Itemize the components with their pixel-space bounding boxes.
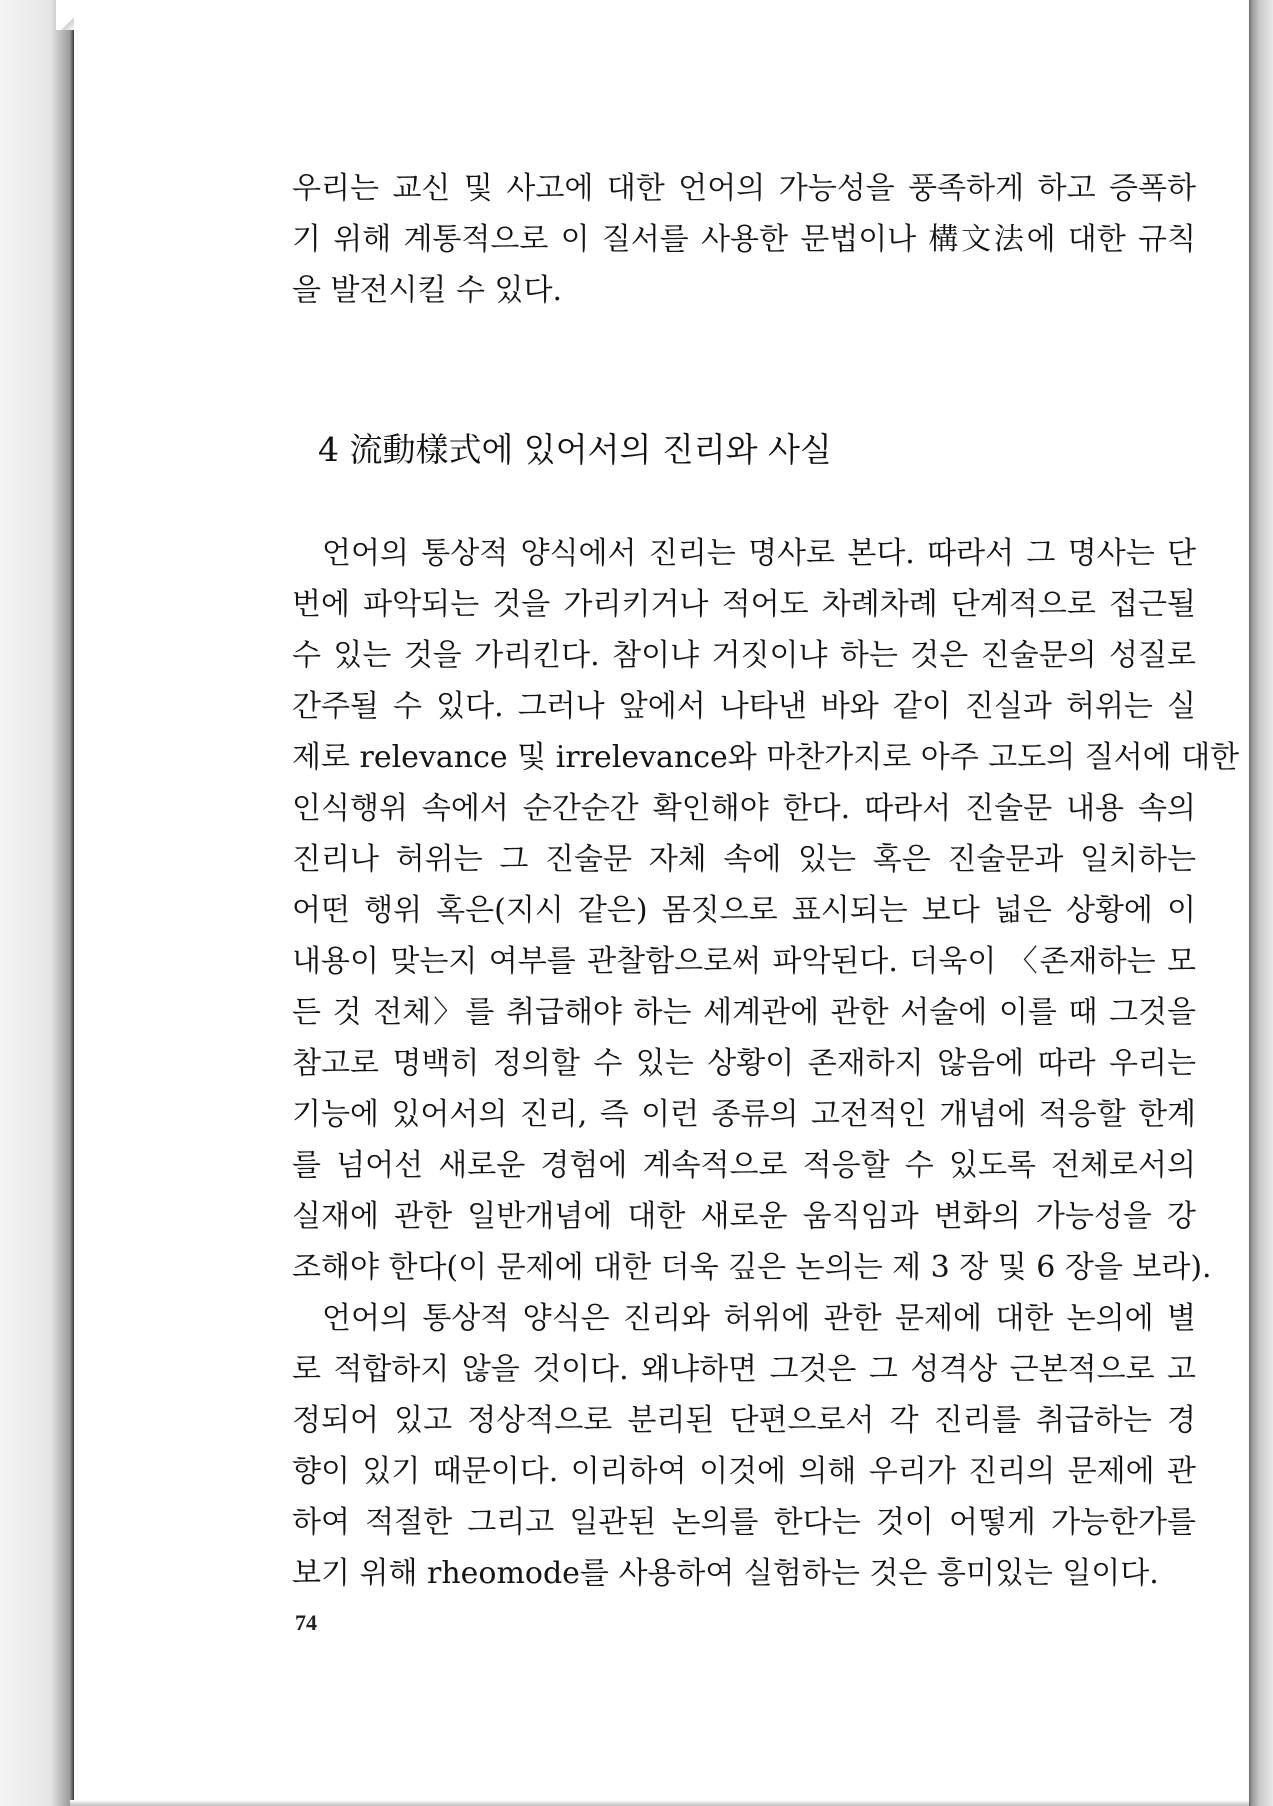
book-binding-shadow (0, 0, 74, 1806)
text-line: 인식행위 속에서 순간순간 확인해야 한다. 따라서 진술문 내용 속의 (292, 791, 1196, 826)
text-line: 제로 relevance 및 irrelevance와 마찬가지로 아주 고도의 질서에 대한 (292, 740, 1240, 775)
text-line: 우리는 교신 및 사고에 대한 언어의 가능성을 풍족하게 하고 증폭하 (292, 171, 1196, 206)
text-line: 정되어 있고 정상적으로 분리된 단편으로서 각 진리를 취급하는 경 (292, 1403, 1196, 1438)
text-line: 내용이 맞는지 여부를 관찰함으로써 파악된다. 더욱이 〈존재하는 모 (292, 944, 1196, 979)
paragraph-one (292, 528, 1240, 1293)
text-line: 든 것 전체〉를 취급해야 하는 세계관에 관한 서술에 이를 때 그것을 (292, 995, 1196, 1030)
text-line: 기능에 있어서의 진리, 즉 이런 종류의 고전적인 개념에 적응할 한계 (292, 1097, 1196, 1132)
text-line: 조해야 한다(이 문제에 대한 더욱 깊은 논의는 제 3 장 및 6 장을 보라). (292, 1250, 1212, 1285)
page-number: 74 (295, 1610, 317, 1635)
text-line: 번에 파악되는 것을 가리키거나 적어도 차례차례 단계적으로 접근될 (292, 587, 1196, 622)
page-edge-shadow (1249, 0, 1273, 1806)
section-heading: 4 流動樣式에 있어서의 진리와 사실 (318, 430, 832, 469)
text-line: 수 있는 것을 가리킨다. 참이냐 거짓이냐 하는 것은 진술문의 성질로 (292, 638, 1196, 673)
text-line: 언어의 통상적 양식은 진리와 허위에 관한 문제에 대한 논의에 별 (322, 1301, 1196, 1336)
text-line: 보기 위해 rheomode를 사용하여 실험하는 것은 흥미있는 일이다. (292, 1556, 1159, 1591)
text-line: 언어의 통상적 양식에서 진리는 명사로 본다. 따라서 그 명사는 단 (322, 536, 1196, 571)
text-line: 참고로 명백히 정의할 수 있는 상황이 존재하지 않음에 따라 우리는 (292, 1046, 1196, 1081)
text-line: 하여 적절한 그리고 일관된 논의를 한다는 것이 어떻게 가능한가를 (292, 1505, 1196, 1540)
text-line: 간주될 수 있다. 그러나 앞에서 나타낸 바와 같이 진실과 허위는 실 (292, 689, 1196, 724)
intro-paragraph (292, 163, 1196, 316)
paragraph-two (292, 1293, 1196, 1599)
text-line: 실재에 관한 일반개념에 대한 새로운 움직임과 변화의 가능성을 강 (292, 1199, 1196, 1234)
text-line: 어떤 행위 혹은(지시 같은) 몸짓으로 표시되는 보다 넓은 상황에 이 (292, 893, 1196, 928)
page-bottom-edge (70, 1800, 1249, 1806)
book-page (74, 0, 1249, 1800)
text-line: 향이 있기 때문이다. 이리하여 이것에 의해 우리가 진리의 문제에 관 (292, 1454, 1196, 1489)
text-line: 기 위해 계통적으로 이 질서를 사용한 문법이나 構文法에 대한 규칙 (292, 222, 1196, 257)
text-line: 진리나 허위는 그 진술문 자체 속에 있는 혹은 진술문과 일치하는 (292, 842, 1196, 877)
text-line: 로 적합하지 않을 것이다. 왜냐하면 그것은 그 성격상 근본적으로 고 (292, 1352, 1196, 1387)
text-line: 를 넘어선 새로운 경험에 계속적으로 적응할 수 있도록 전체로서의 (292, 1148, 1196, 1183)
text-line: 을 발전시킬 수 있다. (292, 273, 562, 308)
